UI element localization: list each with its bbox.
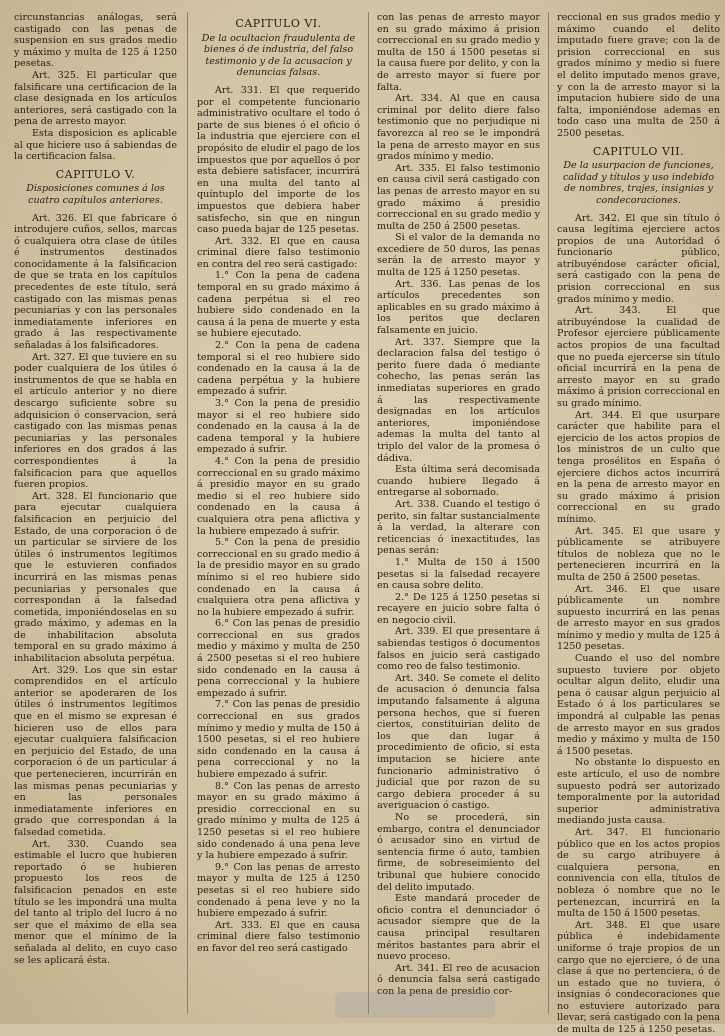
article-paragraph: circunstancias análogas, será castigado con las penas de suspension en sus grados medio y máximo y multa de 125 á 1250 pesetas. (14, 12, 177, 70)
article-paragraph: Art. 341. El reo de acusacion ó denuncia falsa será castigado con la pena de presidio cor- (377, 962, 540, 997)
article-paragraph: con las penas de arresto mayor en su grado máximo á prision correccional en su grado medio y multa de 150 á 1500 pesetas si la causa fuere por delito, y con la de arresto mayor si fuere por falta. (377, 12, 540, 93)
article-paragraph: reccional en sus grados medio y máximo cuando el delito imputado fuere grave; con la de prision correccional en sus grados mínimo y medio si fuere el delito imputado menos grave, y con la de arresto mayor si la imputacion hubiere sido de una falta, imponiéndose ademas en todo caso una multa de 250 á 2500 pesetas. (557, 12, 720, 139)
article-paragraph: 4.° Con la pena de presidio correccional en su grado máximo á presidio mayor en su grado medio si el reo hubiere sido condenado en la causa á cualquiera otra pena aflictiva y la hubiere empezado á sufrir. (197, 455, 360, 537)
article-paragraph: Esta última será decomisada cuando hubiere llegado á entregarse al sobornado. (377, 464, 540, 499)
article-paragraph: Art. 330. Cuando sea estimable el lucro que hubieren reportado ó se hubieren propuesto los reos de falsificacion penados en este título se les impondrá una multa del tanto al triplo del lucro á no ser que el máximo de ella sea menor que el mínimo de la señalada al delito, en cuyo caso se les aplicará ésta. (14, 838, 177, 966)
article-paragraph: Art. 344. El que usurpare carácter que habilite para el ejercicio de los actos propios de los ministros de un culto que tenga prosélitos en España ó ejerciere dichos actos incurrirá en la pena de arresto mayor en su grado máximo á prision correccional en su grado mínimo. (557, 409, 720, 525)
article-paragraph: No obstante lo dispuesto en este artículo, el uso de nombre supuesto podrá ser autorizado temporalmente por la autoridad superior administrativa mediando justa causa. (557, 757, 720, 827)
text-column-4 (557, 12, 720, 1036)
column-rule (548, 12, 549, 1014)
article-paragraph: 8.° Con las penas de arresto mayor en su grado máximo á presidio correccional en su grado mínimo y multa de 125 á 1250 pesetas si el reo hubiere sido condenado á una pena leve y la hubiere empezado á sufrir. (197, 780, 360, 862)
article-paragraph: Art. 347. El funcionario público que en los actos propios de su cargo atribuyere á cualquiera persona, en connivencia con ella, títulos de nobleza ó nombre que no le pertenezcan, incurrirá en la multa de 150 á 1500 pesetas. (557, 826, 720, 920)
article-paragraph: 1.° Con la pena de cadena temporal en su grado máximo á cadena perpétua si el reo hubiere sido condenado en la causa á la pena de muerte y esta se hubiere ejecutado. (197, 270, 360, 340)
text-column-2 (197, 12, 360, 1014)
article-paragraph: Art. 338. Cuando el testigo ó perito, sin faltar sustancialmente á la verdad, la alterare con reticencias ó inexactitudes, las penas serán: (377, 498, 540, 557)
article-paragraph: Art. 340. Se comete el delito de acusacion ó denuncia falsa imputando falsamente á alguna persona hechos, que si fueren ciertos, constituirian delito de los que dan lugar á procedimiento de oficio, si esta imputacion se hiciere ante funcionario administrativo ó judicial que por razon de su cargo debiera proceder á su averiguacion ó castigo. (377, 672, 540, 812)
article-paragraph: Si el valor de la demanda no excediere de 50 duros, las penas serán la de arresto mayor y multa de 125 á 1250 pesetas. (377, 232, 540, 279)
chapter-subtitle: De la ocultacion fraudulenta de bienes ó de industria, del falso testimonio y de la acusacion y denuncias falsas. (201, 32, 356, 79)
article-paragraph: Esta disposicion es aplicable al que hiciere uso á sabiendas de la certificacion falsa. (14, 127, 177, 163)
article-paragraph: Art. 343. El que atribuyéndose la cualidad de Profesor ejerciere públicamente actos propios de una facultad que no pueda ejercerse sin título oficial incurrirá en la pena de arresto mayor en su grado máximo á prision correccional en su grado mínimo. (557, 305, 720, 409)
article-paragraph: Art. 331. El que requerido por el competente funcionario administrativo ocultare el todo ó parte de sus bienes ó el oficio ó la industria que ejerciere con el propósito de eludir el pago de los impuestos que por aquellos ó por esta debiere satisfacer, incurrirá en una multa del tanto al quíntuplo del importe de los impuestos que debiera haber satisfecho, sin que en ningun caso pueda bajar de 125 pesetas. (197, 84, 360, 236)
article-paragraph: Art. 334. Al que en causa criminal por delito diere falso testimonio que no perjudique ni favorezca al reo se le impondrá la pena de arresto mayor en sus grados mínimo y medio. (377, 93, 540, 163)
article-paragraph: Art. 328. El funcionario que para ejecutar cualquiera falsificacion en perjuicio del Estado, de una corporacion ó de un particular se sirviere de los útiles ó instrumentos legítimos que le estuvieren confiados incurrirá en las mismas penas pecuniarias y personales que correspondan á la falsedad cometida, imponiéndoselas en su grado máximo, y ademas en la de inhabilitacion absoluta temporal en su grado máximo á inhabilitacion absoluta perpétua. (14, 490, 177, 665)
article-paragraph: Art. 346. El que usare públicamente un nombre supuesto incurrirá en las penas de arresto mayor en sus grados mínimo y medio y multa de 125 á 1250 pesetas. (557, 583, 720, 653)
article-paragraph: 5.° Con la pena de presidio correccional en su grado medio á la de presidio mayor en su grado mínimo si el reo hubiere sido condenado en la causa á cualquiera otra pena aflictiva y no la hubiere empezado á sufrir. (197, 537, 360, 618)
article-paragraph: Art. 326. El que fabricare ó introdujere cuños, sellos, marcas ó cualquiera otra clase de útiles é instrumentos destinados conocidamente á la falsificacion de que se trata en los capítulos precedentes de este título, será castigado con las mismas penas pecuniarias y con las personales inmediatamente inferiores en grado á las respectivamente señaladas á los falsificadores. (14, 212, 177, 352)
article-paragraph: 2.° Con la pena de cadena temporal si el reo hubiere sido condenado en la causa á la de cadena perpétua y la hubiere empezado á sufrir. (197, 340, 360, 398)
chapter-subtitle: De la usurpacion de funciones, calidad y títulos y uso indebido de nombres, trajes, insignias y condecoraciones. (562, 160, 715, 206)
article-paragraph: 7.° Con las penas de presidio correccional en sus grados mínimo y medio y multa de 150 á 1500 pesetas, si el reo hubiere sido condenado en la causa á pena correccional y no la hubiere empezado á sufrir. (197, 699, 360, 780)
article-paragraph: 1.° Multa de 150 á 1500 pesetas si la falsedad recayere en causa sobre delito. (377, 556, 540, 592)
article-paragraph: Este mandará proceder de oficio contra el denunciador ó acusador siempre que de la causa principal resultaren méritos bastantes para abrir el nuevo proceso. (377, 893, 540, 963)
text-column-3 (377, 12, 540, 1014)
chapter-heading: CAPITULO V. (55, 167, 136, 181)
article-paragraph: Art. 327. El que tuviere en su poder cualquiera de los útiles ó instrumentos de que se habla en el artículo anterior y no diere descargo suficiente sobre su adquisicion ó conservacion, será castigado con las mismas penas pecuniarias y las personales inferiores en dos grados á las correspondientes á la falsificacion para que aquellos fueren propios. (14, 351, 177, 491)
article-paragraph: Art. 348. El que usare pública é indebidamente uniforme ó traje propios de un cargo que no ejerciere, ó de una clase á que no pertenciera, ó de un estado que no tuviera, ó insignias ó condecoraciones que no estuviere autorizado para llevar, será castigado con la pena de multa de 125 á 1250 pesetas. (557, 919, 720, 1036)
article-paragraph: Art. 342. El que sin título ó causa legítima ejerciere actos propios de una Autoridad ó funcionario público, atribuyéndose carácter oficial, será castigado con la pena de prision correccional en sus grados mínimo y medio. (557, 212, 720, 305)
article-paragraph: Art. 332. El que en causa criminal diere falso testimonio en contra del reo será castigado: (197, 235, 360, 270)
article-paragraph: Art. 339. El que presentare á sabiendas testigos ó documentos falsos en juicio será castigado como reo de falso testimonio. (377, 626, 540, 673)
article-paragraph: Art. 329. Los que sin estar comprendidos en el artículo anterior se apoderaren de los útiles ó instrumentos legítimos que en el mismo se expresan é hicieren uso de ellos para ejecutar cualquiera falsificacion en perjuicio del Estado, de una corporacion ó de un particular á que pertenecieren, incurrirán en las mismas penas pecuniarias y en las personales inmediatamente inferiores en grado que correspondan á la falsedad cometida. (14, 664, 177, 838)
article-paragraph: No se procederá, sin embargo, contra el denunciador ó acusador sino en virtud de sentencia firme ó auto, tambien firme, de sobreseimiento del tribunal que hubiere conocido del delito imputado. (377, 811, 540, 893)
column-rule (187, 12, 188, 1014)
column-rule (368, 12, 369, 1014)
article-paragraph: Art. 325. El particular que falsificare una certificacion de la clase designada en los artículos anteriores, será castigado con la pena de arresto mayor. (14, 69, 177, 128)
chapter-subtitle: Disposiciones comunes á los cuatro capítulos anteriores. (26, 183, 165, 206)
article-paragraph: 6.° Con las penas de presidio correccional en sus grados medio y máximo y multa de 250 á 2500 pesetas si el reo hubiere sido condenado en la causa á pena correccional y la hubiere empezado á sufrir. (197, 618, 360, 699)
article-paragraph: 2.° De 125 á 1250 pesetas si recayere en juicio sobre falta ó en negocio civil. (377, 591, 540, 626)
article-paragraph: Art. 333. El que en causa criminal diere falso testimonio en favor del reo será castigado (197, 919, 360, 954)
article-paragraph: Art. 335. El falso testimonio en causa civil será castigado con las penas de arresto mayor en su grado máximo á presidio correccional en su grado medio y multa de 250 á 2500 pesetas. (377, 162, 540, 232)
article-paragraph: 3.° Con la pena de presidio mayor si el reo hubiere sido condenado en la causa á la de cadena temporal y la hubiere empezado á sufrir. (197, 398, 360, 456)
chapter-heading: CAPITULO VI. (235, 17, 322, 30)
chapter-heading: CAPITULO VII. (592, 144, 685, 158)
article-paragraph: Cuando el uso del nombre supuesto tuviere por objeto ocultar algun delito, eludir una pena ó causar algun perjuicio al Estado ó á los particulares se impondrá al culpable las penas de arresto mayor en sus grados medio y máximo y multa de 150 á 1500 pesetas. (557, 653, 720, 757)
library-stamp (335, 992, 495, 1018)
text-column-1 (14, 12, 177, 1014)
article-paragraph: Art. 345. El que usare y públicamente se atribuyere títulos de nobleza que no le pertenecieren incurrirá en la multa de 250 á 2500 pesetas. (557, 525, 720, 583)
article-paragraph: Art. 337. Siempre que la declaracion falsa del testigo ó perito fuere dada ó mediante cohecho, las penas serán las inmediatas superiores en grado á las respectivamente designadas en los artículos anteriores, imponiéndose ademas la multa del tanto al triplo del valor de la promesa ó dádiva. (377, 336, 540, 464)
article-paragraph: 9.° Con las penas de arresto mayor y multa de 125 á 1250 pesetas si el reo hubiere sido condenado á pena leve y no la hubiere empezado á sufrir. (197, 861, 360, 920)
article-paragraph: Art. 336. Las penas de los artículos precedentes son aplicables en su grado máximo á los peritos que declaren falsamente en juicio. (377, 278, 540, 337)
